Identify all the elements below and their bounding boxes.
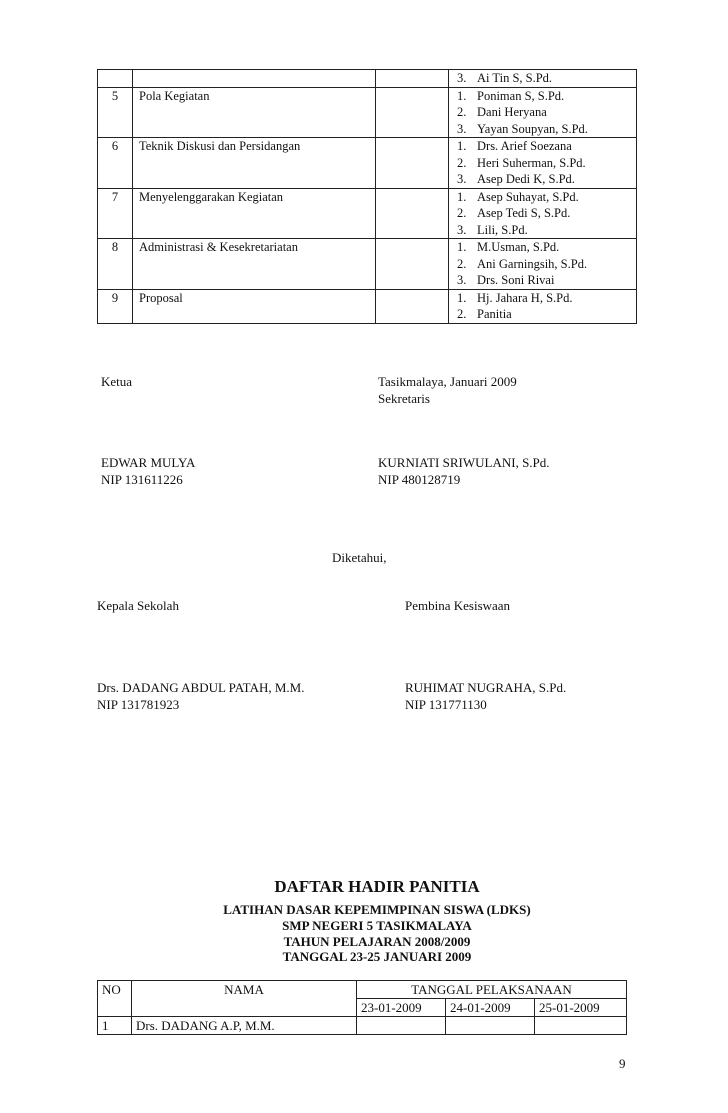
activity-name: Menyelenggarakan Kegiatan (133, 188, 376, 239)
member-list (449, 239, 637, 290)
member-list (449, 70, 637, 88)
member-number: 2. (457, 105, 467, 119)
member-number: 2. (457, 155, 467, 170)
list-item (457, 306, 636, 323)
list-item (457, 256, 636, 273)
list-item (457, 171, 636, 188)
kepsek-name: Drs. DADANG ABDUL PATAH, M.M. (97, 680, 305, 695)
list-item (457, 70, 636, 87)
member-name: M.Usman, S.Pd. (477, 240, 560, 254)
pembina-label: Pembina Kesiswaan (405, 598, 511, 613)
member-name: Lili, S.Pd. (477, 222, 528, 237)
table-row (98, 188, 637, 239)
empty-cell (376, 188, 449, 239)
list-item (457, 88, 636, 105)
list-item (457, 290, 636, 307)
member-number: 2. (457, 206, 467, 220)
member-list (449, 188, 637, 239)
list-item (457, 104, 636, 121)
member-name: Ani Garningsih, S.Pd. (477, 256, 588, 271)
sekretaris-name: KURNIATI SRIWULANI, S.Pd. (378, 455, 550, 470)
attendance-subtitle-1: LATIHAN DASAR KEPEMIMPINAN SISWA (LDKS) (223, 902, 531, 917)
member-number: 3. (457, 172, 467, 186)
member-number: 3. (457, 273, 467, 287)
member-name: Heri Suherman, S.Pd. (477, 155, 586, 170)
list-item (457, 121, 636, 138)
attendance-header-row (98, 981, 627, 999)
activity-name: Administrasi & Kesekretariatan (133, 239, 376, 290)
empty-cell (376, 239, 449, 290)
attendance-subtitle-3: TAHUN PELAJARAN 2008/2009 (283, 934, 471, 949)
date-3: 25-01-2009 (535, 999, 627, 1017)
member-number: 1. (457, 139, 467, 153)
empty-cell (376, 138, 449, 189)
empty-cell (376, 289, 449, 323)
kepsek-nip: NIP 131781923 (97, 697, 180, 712)
ketua-nip: NIP 131611226 (101, 472, 183, 487)
list-item (457, 272, 636, 289)
attendance-table (97, 980, 627, 1035)
row-number (98, 70, 133, 88)
col-nama-header: NAMA (132, 981, 357, 1017)
activity-name: Teknik Diskusi dan Persidangan (133, 138, 376, 189)
attendance-subtitle-2: SMP NEGERI 5 TASIKMALAYA (282, 918, 472, 933)
list-item (457, 138, 636, 155)
pembina-nip: NIP 131771130 (405, 697, 487, 712)
sekretaris-nip: NIP 480128719 (378, 472, 461, 487)
col-no-header: NO (98, 981, 132, 1017)
table-row (98, 70, 637, 88)
table-row (98, 138, 637, 189)
member-name: Yayan Soupyan, S.Pd. (477, 121, 588, 136)
row-number: 9 (98, 289, 133, 323)
row-number: 6 (98, 138, 133, 189)
attendance-title: DAFTAR HADIR PANITIA (274, 877, 480, 896)
attendance-name: Drs. DADANG A.P, M.M. (132, 1017, 357, 1035)
activity-name: Proposal (133, 289, 376, 323)
member-number: 1. (457, 88, 467, 103)
member-number: 3. (457, 71, 467, 85)
date-1: 23-01-2009 (357, 999, 446, 1017)
row-number: 5 (98, 87, 133, 138)
list-item (457, 205, 636, 222)
empty-cell (376, 87, 449, 138)
member-number: 2. (457, 307, 467, 321)
member-number: 1. (457, 290, 467, 305)
member-number: 2. (457, 256, 467, 271)
list-item (457, 155, 636, 172)
row-number: 7 (98, 188, 133, 239)
col-tanggal-header: TANGGAL PELAKSANAAN (357, 981, 627, 999)
ketua-name: EDWAR MULYA (101, 455, 196, 470)
table-row (98, 239, 637, 290)
page-number: 9 (619, 1056, 626, 1071)
table-row (98, 289, 637, 323)
list-item (457, 222, 636, 239)
member-name: Drs. Soni Rivai (477, 273, 555, 287)
member-name: Asep Tedi S, S.Pd. (477, 206, 571, 220)
diketahui-label: Diketahui, (332, 550, 387, 565)
member-name: Hj. Jahara H, S.Pd. (477, 290, 573, 305)
member-name: Asep Dedi K, S.Pd. (477, 172, 575, 186)
member-list (449, 87, 637, 138)
committee-table (97, 69, 637, 324)
pembina-name: RUHIMAT NUGRAHA, S.Pd. (405, 680, 567, 695)
list-item (457, 189, 636, 206)
ketua-label: Ketua (101, 374, 133, 389)
kepsek-label: Kepala Sekolah (97, 598, 179, 613)
member-name: Drs. Arief Soezana (477, 139, 572, 153)
activity-name: Pola Kegiatan (133, 87, 376, 138)
member-number: 1. (457, 240, 467, 254)
attendance-subtitle-4: TANGGAL 23-25 JANUARI 2009 (282, 949, 472, 964)
member-list (449, 289, 637, 323)
list-item (457, 239, 636, 256)
sekretaris-label: Sekretaris (378, 391, 430, 406)
member-name: Ai Tin S, S.Pd. (477, 71, 553, 85)
member-list (449, 138, 637, 189)
place-date: Tasikmalaya, Januari 2009 (378, 374, 517, 389)
member-name: Asep Suhayat, S.Pd. (477, 189, 579, 204)
attendance-no: 1 (98, 1017, 132, 1035)
empty-cell (376, 70, 449, 88)
date-2: 24-01-2009 (446, 999, 535, 1017)
attendance-day-3 (535, 1017, 627, 1035)
activity-name (133, 70, 376, 88)
member-number: 3. (457, 121, 467, 136)
row-number: 8 (98, 239, 133, 290)
member-number: 3. (457, 222, 467, 237)
table-row (98, 1017, 627, 1035)
member-name: Poniman S, S.Pd. (477, 88, 565, 103)
member-name: Panitia (477, 307, 512, 321)
attendance-day-2 (446, 1017, 535, 1035)
attendance-day-1 (357, 1017, 446, 1035)
member-name: Dani Heryana (477, 105, 547, 119)
table-row (98, 87, 637, 138)
member-number: 1. (457, 189, 467, 204)
